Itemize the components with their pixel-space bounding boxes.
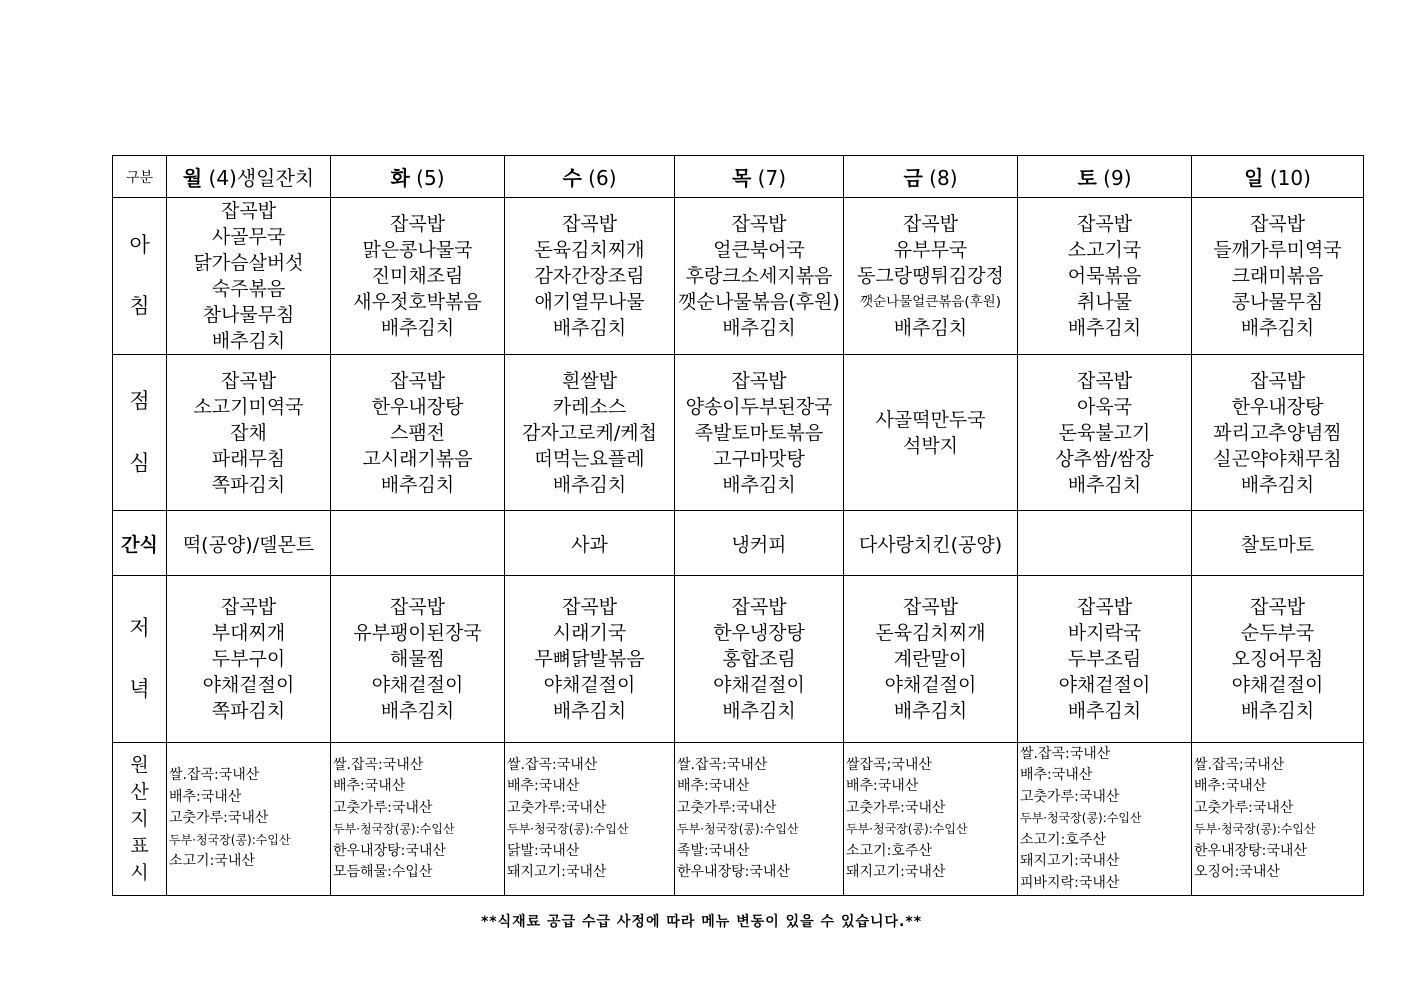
menu-item: 두부구이 — [211, 648, 286, 670]
menu-item: 바지락국 — [1067, 622, 1142, 644]
day-date: (8) — [929, 166, 958, 190]
day-date: (6) — [588, 166, 617, 190]
origin-item: 피바지락:국내산 — [1020, 874, 1120, 891]
menu-item: 잡곡밥 — [1076, 213, 1133, 235]
menu-item: 잡곡밥 — [389, 596, 446, 618]
origin-item: 두부·청국장(콩):수입산 — [333, 822, 455, 836]
menu-item: 잡곡밥 — [731, 596, 787, 618]
origin-item: 한우내장탕:국내산 — [333, 842, 446, 859]
origin-item: 고춧가루:국내산 — [169, 810, 269, 827]
origin-item: 배추:국내산 — [846, 778, 919, 794]
row-label-char: 녁 — [129, 677, 150, 701]
snack-cell: 다사랑치킨(공양) — [844, 511, 1018, 576]
row-label-char: 점 — [129, 389, 150, 414]
menu-item: 잡곡밥 — [220, 200, 277, 222]
menu-item: 배추김치 — [552, 317, 627, 339]
menu-item: 해물찜 — [389, 648, 446, 670]
day-header — [1192, 156, 1364, 198]
lunch-label — [113, 355, 167, 511]
menu-item: 야채겉절이 — [543, 674, 636, 696]
dinner-cell — [167, 576, 331, 743]
menu-item: 배추김치 — [380, 473, 455, 496]
snack-cell: 사과 — [505, 511, 675, 576]
footer-note: **식재료 공급 수급 사정에 따라 메뉴 변동이 있을 수 있습니다.** — [480, 914, 923, 930]
menu-item: 야채겉절이 — [371, 674, 464, 696]
menu-item: 얼큰북어국 — [713, 239, 805, 261]
menu-item: 돈육불고기 — [1058, 421, 1151, 444]
origin-item: 두부·청국장(콩):수입산 — [677, 822, 799, 836]
menu-item: 취나물 — [1076, 291, 1133, 313]
day-date: (7) — [757, 166, 787, 190]
menu-item: 배추김치 — [1067, 700, 1142, 722]
day-header — [1018, 156, 1192, 198]
menu-item: 오징어무침 — [1231, 648, 1324, 670]
origin-item: 배추:국내산 — [507, 778, 580, 794]
menu-item: 잡곡밥 — [902, 213, 959, 235]
menu-item: 유부팽이된장국 — [353, 622, 482, 644]
menu-item: 숙주볶음 — [211, 278, 286, 300]
menu-item: 맑은콩나물국 — [362, 239, 473, 261]
dinner-cell — [1018, 576, 1192, 743]
menu-item: 배추김치 — [722, 700, 796, 722]
day-date: (10) — [1269, 166, 1311, 190]
row-label-char: 아 — [129, 232, 150, 257]
menu-item: 계란말이 — [893, 648, 968, 670]
menu-item: 야채겉절이 — [202, 674, 295, 696]
menu-item: 순두부국 — [1240, 622, 1315, 644]
menu-item: 쪽파김치 — [211, 473, 286, 496]
origin-item: 쌀.잡곡;국내산 — [1194, 756, 1285, 773]
origin-item: 오징어:국내산 — [1194, 864, 1280, 880]
row-label-char: 표 — [130, 834, 149, 857]
menu-item: 진미채조림 — [371, 265, 464, 287]
breakfast-cell — [505, 198, 675, 355]
snack-cell: 냉커피 — [675, 511, 844, 576]
day-name: 토 — [1077, 166, 1097, 190]
dinner-label — [113, 576, 167, 743]
day-date: (5) — [416, 166, 445, 190]
breakfast-label — [113, 198, 167, 355]
menu-item: 닭가슴살버섯 — [193, 252, 304, 274]
menu-item: 잡곡밥 — [902, 596, 959, 618]
menu-item: 돈육김치찌개 — [534, 239, 645, 261]
menu-item: 잡곡밥 — [561, 213, 618, 235]
origin-item: 소고기:호주산 — [1020, 831, 1106, 848]
menu-item: 돈육김치찌개 — [875, 622, 986, 644]
dinner-cell — [1192, 576, 1364, 743]
origin-item: 고춧가루:국내산 — [677, 799, 777, 816]
menu-item: 야채겉절이 — [1058, 674, 1151, 696]
origin-item: 배추:국내산 — [677, 778, 750, 794]
menu-item: 배추김치 — [1067, 317, 1142, 339]
menu-item: 들깨가루미역국 — [1213, 239, 1342, 261]
origin-item: 고춧가루:국내산 — [507, 799, 607, 816]
corner-label: 구분 — [113, 156, 167, 198]
menu-item: 애기열무나물 — [534, 291, 645, 313]
dinner-cell — [505, 576, 675, 743]
origin-item: 배추:국내산 — [1020, 767, 1093, 784]
menu-item: 야채겉절이 — [884, 674, 977, 696]
day-header — [505, 156, 675, 198]
menu-item: 상추쌈/쌈장 — [1055, 447, 1154, 470]
row-label-char: 원 — [130, 753, 149, 776]
day-name: 월 — [182, 166, 203, 190]
origin-item: 닭발:국내산 — [507, 842, 580, 859]
menu-item: 동그랑땡튀김강정 — [857, 265, 1004, 287]
menu-item: 야채겉절이 — [1231, 674, 1324, 696]
origin-item: 고춧가루:국내산 — [333, 799, 433, 816]
origin-item: 한우내장탕:국내산 — [677, 864, 790, 880]
lunch-cell — [505, 355, 675, 511]
origin-item: 소고기:국내산 — [169, 853, 255, 870]
origin-item: 쌀잡곡;국내산 — [846, 756, 932, 773]
row-label-char: 침 — [129, 294, 150, 318]
menu-item: 크래미볶음 — [1231, 265, 1324, 287]
snack-cell — [331, 511, 505, 576]
origin-cell — [505, 743, 675, 896]
day-name: 일 — [1244, 166, 1264, 190]
menu-item: 사골무국 — [211, 226, 286, 248]
lunch-cell — [675, 355, 844, 511]
origin-item: 모듬해물:수입산 — [333, 864, 433, 880]
breakfast-cell — [1192, 198, 1364, 355]
menu-item: 파래무침 — [211, 447, 286, 470]
origin-item: 돼지고기:국내산 — [507, 864, 607, 880]
origin-cell — [331, 743, 505, 896]
menu-item: 잡곡밥 — [1249, 369, 1306, 392]
menu-item: 배추김치 — [893, 317, 968, 339]
day-date: (9) — [1103, 166, 1132, 190]
origin-item: 쌀.잡곡:국내산 — [507, 756, 598, 773]
menu-item: 홍합조림 — [722, 648, 796, 670]
day-name: 금 — [903, 166, 923, 190]
menu-item: 잡곡밥 — [389, 369, 446, 392]
day-header — [675, 156, 844, 198]
breakfast-cell — [167, 198, 331, 355]
origin-item: 두부·청국장(콩):수입산 — [169, 832, 291, 847]
menu-item: 소고기미역국 — [193, 395, 304, 418]
day-date: (4)생일잔치 — [208, 166, 315, 190]
breakfast-cell — [675, 198, 844, 355]
origin-item: 두부·청국장(콩):수입산 — [1020, 811, 1142, 826]
menu-item: 잡곡밥 — [731, 213, 787, 235]
menu-item: 꽈리고추양념찜 — [1213, 421, 1342, 444]
menu-item: 한우내장탕 — [371, 395, 464, 418]
menu-item: 잡곡밥 — [1249, 596, 1306, 618]
lunch-cell — [844, 355, 1018, 511]
day-name: 수 — [562, 166, 582, 190]
menu-item: 후랑크소세지볶음 — [685, 265, 833, 287]
dinner-row — [113, 576, 1364, 743]
lunch-cell — [167, 355, 331, 511]
day-name: 화 — [390, 166, 410, 190]
menu-item: 배추김치 — [380, 317, 455, 339]
menu-item: 잡곡밥 — [220, 596, 277, 618]
menu-item: 소고기국 — [1067, 239, 1142, 261]
menu-item: 족발토마토볶음 — [694, 421, 824, 444]
menu-item: 잡곡밥 — [1076, 596, 1133, 618]
menu-item: 떠먹는요플레 — [534, 447, 645, 470]
menu-item: 배추김치 — [893, 700, 968, 722]
origin-row — [113, 743, 1364, 896]
day-name: 목 — [731, 166, 752, 190]
menu-item: 잡곡밥 — [731, 369, 787, 392]
menu-item: 아욱국 — [1076, 395, 1133, 418]
menu-item: 잡채 — [230, 421, 267, 444]
lunch-cell — [1018, 355, 1192, 511]
menu-item: 잡곡밥 — [220, 369, 277, 392]
origin-item: 고춧가루:국내산 — [846, 799, 946, 816]
snack-cell: 떡(공양)/델몬트 — [167, 511, 331, 576]
menu-item: 배추김치 — [1240, 473, 1315, 496]
menu-item: 쪽파김치 — [211, 700, 286, 722]
origin-item: 고춧가루:국내산 — [1020, 788, 1120, 805]
origin-item: 배추:국내산 — [333, 778, 406, 794]
origin-item: 쌀.잡곡:국내산 — [169, 767, 260, 784]
menu-item: 콩나물무침 — [1231, 291, 1324, 313]
origin-cell — [844, 743, 1018, 896]
menu-item: 잡곡밥 — [1076, 369, 1133, 392]
menu-item: 잡곡밥 — [389, 213, 446, 235]
origin-item: 돼지고기:국내산 — [846, 864, 946, 880]
row-label-char: 산 — [130, 780, 149, 803]
origin-cell — [675, 743, 844, 896]
menu-item: 배추김치 — [1240, 700, 1315, 722]
snack-cell — [1018, 511, 1192, 576]
row-label-char: 시 — [130, 861, 149, 884]
menu-item: 감자고로케/케첩 — [522, 421, 657, 444]
menu-item: 잡곡밥 — [561, 596, 618, 618]
lunch-cell — [331, 355, 505, 511]
lunch-row — [113, 355, 1364, 511]
dinner-cell — [331, 576, 505, 743]
origin-item: 배추:국내산 — [1194, 778, 1267, 794]
origin-item: 소고기:호주산 — [846, 842, 932, 859]
menu-item: 스팸전 — [389, 421, 446, 444]
menu-item: 실곤약야채무침 — [1213, 447, 1342, 470]
menu-item: 배추김치 — [722, 473, 796, 496]
menu-item: 흰쌀밥 — [561, 369, 618, 392]
origin-item: 쌀.잡곡:국내산 — [1020, 745, 1111, 762]
header-row — [113, 156, 1364, 198]
menu-item: 깻순나물볶음(후원) — [678, 291, 840, 313]
snack-label: 간식 — [113, 511, 167, 576]
day-header — [331, 156, 505, 198]
menu-item: 배추김치 — [380, 700, 455, 722]
menu-item: 고구마맛탕 — [713, 447, 805, 470]
origin-item: 배추:국내산 — [169, 788, 242, 805]
row-label-char: 저 — [129, 615, 150, 640]
menu-item: 배추김치 — [552, 700, 627, 722]
menu-item: 배추김치 — [552, 473, 627, 496]
origin-item: 족발:국내산 — [677, 842, 750, 859]
snack-row — [113, 511, 1364, 576]
origin-item: 돼지고기:국내산 — [1020, 853, 1120, 870]
menu-item: 카레소스 — [552, 395, 627, 418]
day-header — [844, 156, 1018, 198]
origin-cell — [1192, 743, 1364, 896]
origin-item: 두부·청국장(콩):수입산 — [507, 822, 629, 836]
menu-item: 배추김치 — [1067, 473, 1142, 496]
origin-item: 고춧가루:국내산 — [1194, 799, 1294, 816]
snack-cell: 찰토마토 — [1192, 511, 1364, 576]
row-label-char: 지 — [130, 807, 149, 830]
menu-item: 부대찌개 — [211, 622, 286, 644]
breakfast-row — [113, 198, 1364, 355]
menu-item: 시래기국 — [552, 622, 627, 644]
origin-cell — [167, 743, 331, 896]
menu-item: 한우내장탕 — [1231, 395, 1324, 418]
menu-item: 한우냉장탕 — [713, 622, 805, 644]
menu-item: 어묵볶음 — [1067, 265, 1142, 287]
origin-item: 쌀.잡곡:국내산 — [333, 756, 424, 773]
origin-item: 쌀.잡곡:국내산 — [677, 756, 768, 773]
menu-item: 새우젓호박볶음 — [353, 291, 482, 313]
dinner-cell — [844, 576, 1018, 743]
origin-item: 한우내장탕:국내산 — [1194, 842, 1307, 859]
menu-item: 석박지 — [902, 434, 959, 457]
breakfast-cell — [1018, 198, 1192, 355]
menu-item: 감자간장조림 — [534, 265, 645, 287]
menu-item: 참나물무침 — [202, 304, 295, 326]
menu-item: 배추김치 — [1240, 317, 1315, 339]
menu-item: 두부조림 — [1067, 648, 1142, 670]
dinner-cell — [675, 576, 844, 743]
lunch-cell — [1192, 355, 1364, 511]
menu-item: 배추김치 — [722, 317, 796, 339]
breakfast-cell — [844, 198, 1018, 355]
weekly-menu-table — [112, 155, 1364, 896]
menu-item: 양송이두부된장국 — [685, 395, 833, 418]
menu-item: 야채겉절이 — [713, 674, 805, 696]
origin-label — [113, 743, 167, 896]
menu-item: 잡곡밥 — [1249, 213, 1306, 235]
origin-item: 두부·청국장(콩):수입산 — [846, 822, 968, 836]
day-header — [167, 156, 331, 198]
menu-item: 깻순나물얼큰볶음(후원) — [860, 294, 1001, 310]
menu-item: 유부무국 — [893, 239, 968, 261]
row-label-char: 심 — [129, 450, 150, 475]
menu-item: 배추김치 — [211, 330, 286, 352]
menu-item: 고시래기볶음 — [362, 447, 473, 470]
menu-item: 무뼈닭발볶음 — [534, 648, 645, 670]
menu-item: 사골떡만두국 — [875, 408, 986, 431]
origin-cell — [1018, 743, 1192, 896]
origin-item: 두부·청국장(콩):수입산 — [1194, 822, 1316, 836]
breakfast-cell — [331, 198, 505, 355]
